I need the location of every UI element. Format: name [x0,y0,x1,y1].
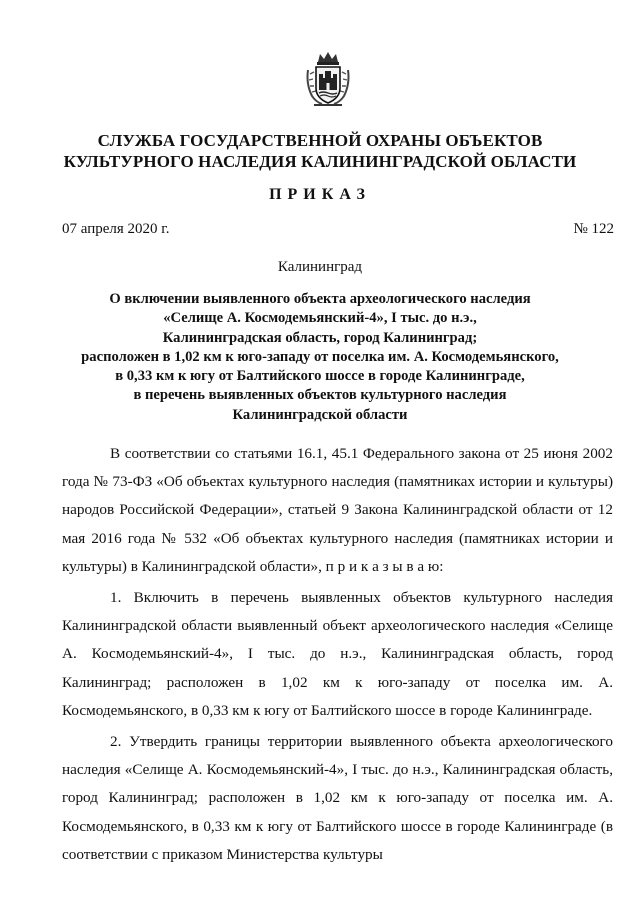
agency-name-line-2: КУЛЬТУРНОГО НАСЛЕДИЯ КАЛИНИНГРАДСКОЙ ОБЛАСТИ [63,152,577,171]
kaliningrad-coat-of-arms-icon [304,50,352,108]
agency-name [0,130,640,172]
order-title-line: Калининградской области [232,406,408,423]
order-title-line: «Селище А. Космодемьянский-4», I тыс. до н.э., [163,310,477,327]
preamble-paragraph: В соответствии со статьями 16.1, 45.1 Федерального закона от 25 июня 2002 года № 73-ФЗ «Об объектах культурного наследия (памятниках истории и культуры) народов Российской Федерации», статьей 9 Закона Калининградской области от 12 мая 2016 года № 532 «Об объектах культурного наследия (памятниках истории и культуры) в Калининградской области», п р и к а з ы в а ю: [62,445,613,575]
order-title-line: в 0,33 км к югу от Балтийского шоссе в городе Калининграде, [115,368,525,385]
order-title-line: в перечень выявленных объектов культурного наследия [133,387,507,404]
document-type: ПРИКАЗ [269,186,371,203]
order-title-line: О включении выявленного объекта археологического наследия [109,291,531,307]
order-date: 07 апреля 2020 г. [62,221,170,237]
order-title [40,290,600,425]
order-body [62,440,613,869]
order-clause-2: 2. Утвердить границы территории выявленного объекта археологического наследия «Селище А. Космодемьянский-4», I тыс. до н.э., Калининградская область, город Калининград; расположен в 1,02 км к юго-западу от поселка им. А. Космодемьянского, в 0,33 км к югу от Балтийского шоссе в городе Калининграде (в соответствии с приказом Министерства культуры [62,733,613,863]
order-number: № 122 [573,221,614,237]
order-title-line: расположен в 1,02 км к юго-западу от поселка им. А. Космодемьянского, [81,348,559,365]
agency-name-line-1: СЛУЖБА ГОСУДАРСТВЕННОЙ ОХРАНЫ ОБЪЕКТОВ [97,131,543,150]
city-name: Калининград [277,259,363,275]
order-title-line: Калининградская область, город Калининград; [162,329,478,346]
order-clause-1: 1. Включить в перечень выявленных объектов культурного наследия Калининградской области выявленный объект археологического наследия «Селище А. Космодемьянский-4», I тыс. до н.э., Калининградская область, город Калининград; расположен в 1,02 км к юго-западу от поселка им. А. Космодемьянского, в 0,33 км к югу от Балтийского шоссе в городе Калининграде. [62,589,613,719]
